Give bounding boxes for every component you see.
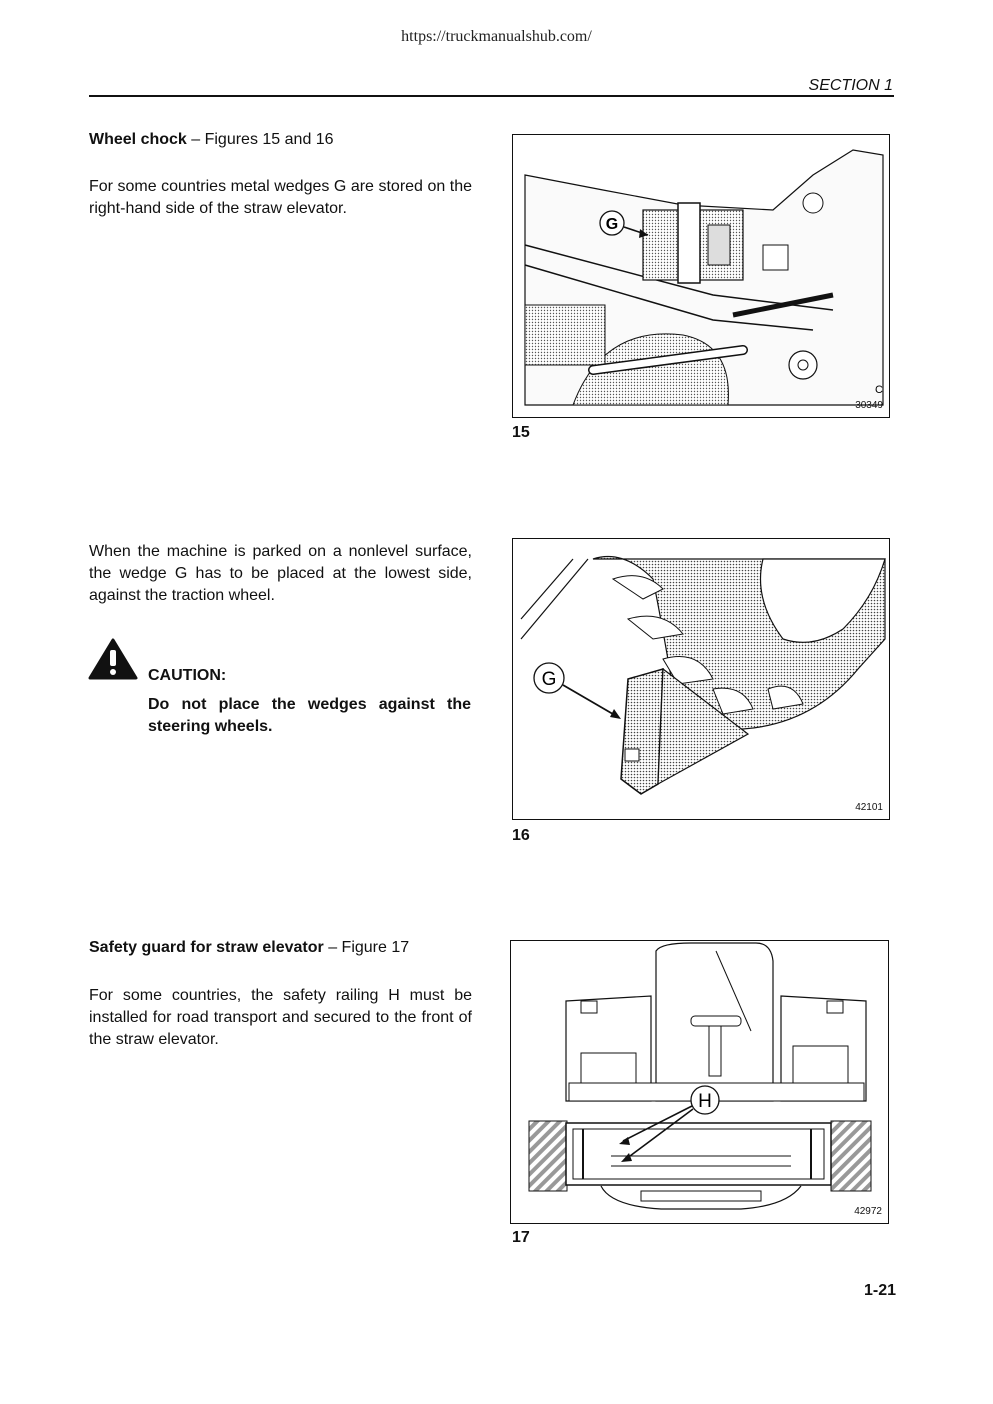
figure-17-number: 17 (512, 1229, 530, 1246)
caution-title: CAUTION: (148, 667, 227, 684)
figure-15-corner-letter: C (875, 384, 883, 396)
section-label: SECTION 1 (808, 77, 893, 94)
figure-17-callout: H (698, 1091, 712, 1112)
warning-icon (88, 638, 138, 680)
figure-16 (512, 538, 890, 820)
wheel-chock-paragraph: For some countries metal wedges G are stored on the right-hand side of the straw elevator. (89, 178, 472, 217)
safety-guard-figure-ref: – Figure 17 (323, 939, 410, 956)
source-url: https://truckmanualshub.com/ (401, 28, 592, 45)
nonlevel-paragraph: When the machine is parked on a nonlevel surface, the wedge G has to be placed at the lowest side, against the traction wheel. (89, 543, 472, 604)
header-rule (89, 95, 894, 97)
wheel-chock-title: Wheel chock (89, 131, 187, 148)
figure-17 (510, 940, 889, 1224)
page-number: 1-21 (863, 1282, 896, 1299)
safety-guard-title: Safety guard for straw elevator (89, 939, 324, 956)
figure-15-number: 15 (512, 424, 530, 441)
wheel-chock-heading (89, 130, 334, 150)
figure-15 (512, 134, 890, 418)
figure-15-code: 30349 (855, 400, 883, 411)
wheel-chock-figure-ref: – Figures 15 and 16 (186, 131, 334, 148)
figure-15-illustration (513, 135, 891, 419)
caution-text: Do not place the wedges against the steering wheels. (148, 696, 471, 735)
figure-17-code: 42972 (854, 1206, 882, 1217)
figure-16-callout: G (541, 669, 557, 690)
figure-16-illustration (513, 539, 891, 821)
figure-16-code: 42101 (855, 802, 883, 813)
safety-guard-heading (89, 938, 409, 958)
figure-16-number: 16 (512, 827, 530, 844)
figure-15-callout: G (605, 216, 619, 233)
safety-guard-paragraph: For some countries, the safety railing H must be installed for road transport and secured to the front of the straw elevator. (89, 987, 472, 1048)
figure-17-illustration (511, 941, 890, 1225)
